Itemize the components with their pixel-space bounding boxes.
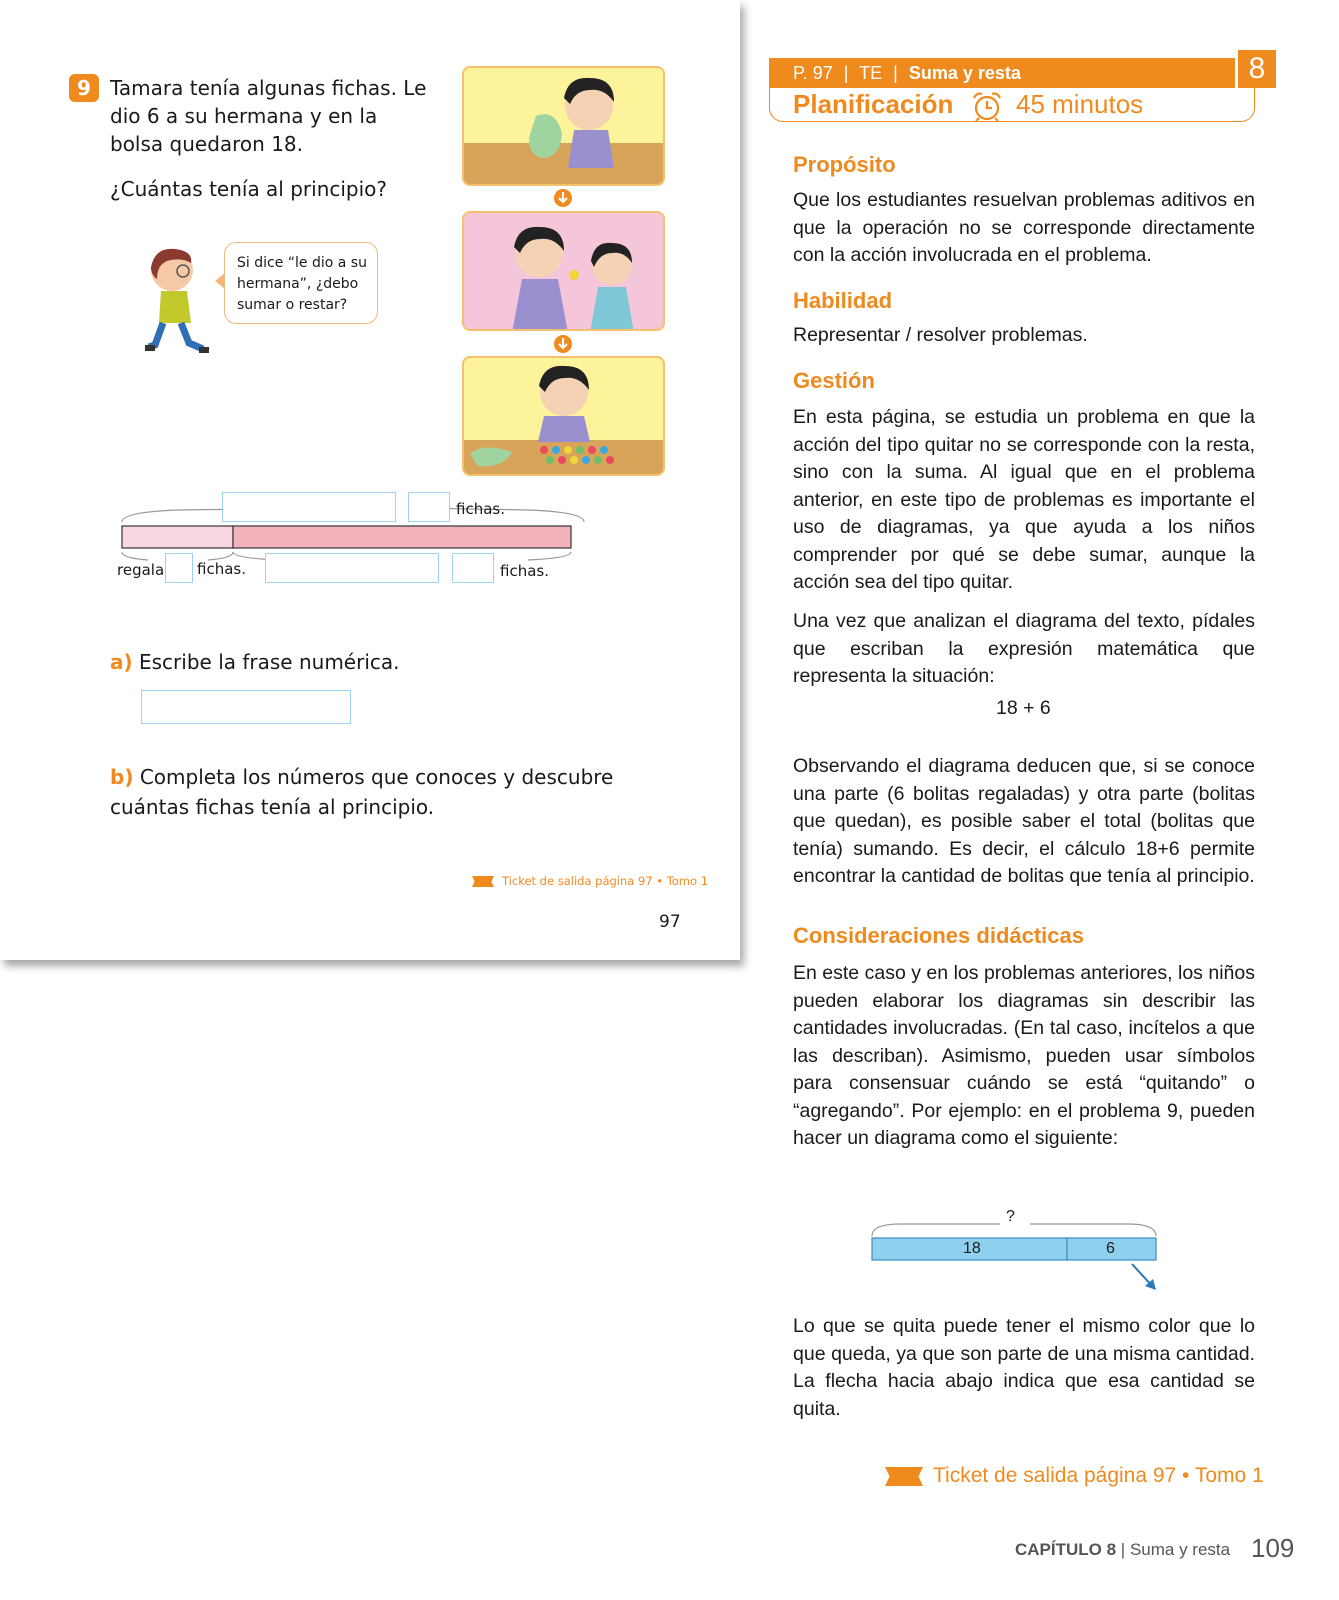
footer-chapter: CAPÍTULO 8 | Suma y resta xyxy=(1015,1540,1231,1559)
ticket-icon xyxy=(472,876,494,887)
ticket-link-small[interactable] xyxy=(472,874,708,888)
story-panel-3 xyxy=(462,356,665,476)
header-bar: P. 97 | TE | Suma y resta xyxy=(769,58,1235,88)
planning-time: 45 minutos xyxy=(1016,89,1144,119)
sub-question-a-text: Escribe la frase numérica. xyxy=(139,650,400,674)
header-te: TE xyxy=(859,63,883,83)
sub-question-b-text: Completa los números que conoces y descubre cuántas fichas tenía al principio. xyxy=(110,765,614,819)
bar-part2-label: 6 xyxy=(1106,1240,1115,1257)
sub-question-a xyxy=(110,650,400,674)
diagram-gift-label: regala xyxy=(117,561,165,579)
diagram-remaining-suffix: fichas. xyxy=(500,562,549,580)
story-panel-1 xyxy=(462,66,665,186)
student-page xyxy=(0,0,740,960)
section-title-proposito: Propósito xyxy=(793,152,896,177)
bar-total-label: ? xyxy=(1006,1208,1015,1225)
speech-bubble xyxy=(224,242,378,324)
footer-page-number: 109 xyxy=(1251,1533,1295,1563)
section-text-gestion-3: Observando el diagrama deducen que, si se conoce una parte (6 bolitas regaladas) y otra parte (bolitas que quedan), es posible saber el total (bolitas que tenía) sumando. Es decir, el cálculo 18+6 permite encontrar la cantidad de bolitas que tenía al principio. xyxy=(793,755,1255,887)
chapter-number-badge: 8 xyxy=(1238,50,1276,88)
problem-question: ¿Cuántas tenía al principio? xyxy=(110,177,388,201)
formula: 18 + 6 xyxy=(996,697,1051,719)
answer-box-remaining[interactable] xyxy=(265,553,439,583)
teacher-bar-diagram xyxy=(870,1206,1170,1296)
answer-box-given[interactable] xyxy=(165,553,193,583)
boy-illustration xyxy=(145,245,215,365)
ticket-icon xyxy=(885,1467,923,1486)
section-title-gestion: Gestión xyxy=(793,368,875,393)
ticket-link-large[interactable] xyxy=(885,1464,1264,1488)
speech-bubble-text: Si dice “le dio a su hermana”, ¿debo sumar o restar? xyxy=(237,255,367,313)
arrow-down-icon xyxy=(553,188,573,208)
footer-chapter-label: CAPÍTULO 8 xyxy=(1015,1540,1117,1559)
diagram-top-label: fichas. xyxy=(456,500,505,518)
section-title-consideraciones: Consideraciones didácticas xyxy=(793,923,1084,948)
ticket-text-large: Ticket de salida página 97 • Tomo 1 xyxy=(933,1464,1264,1487)
answer-box-remaining-number[interactable] xyxy=(452,553,494,583)
sub-question-b-letter: b) xyxy=(110,765,134,789)
bar-part1-label: 18 xyxy=(963,1240,981,1257)
answer-box-total-number[interactable] xyxy=(408,492,450,522)
problem-number: 9 xyxy=(69,74,99,102)
story-panel-2 xyxy=(462,211,665,331)
arrow-down-icon xyxy=(553,334,573,354)
sub-question-b xyxy=(110,762,670,822)
section-text-habilidad: Representar / resolver problemas. xyxy=(793,324,1088,346)
problem-text: Tamara tenía algunas fichas. Le dio 6 a su hermana y en la bolsa quedaron 18. xyxy=(110,76,427,156)
alarm-clock-icon xyxy=(970,90,1004,122)
student-page-number: 97 xyxy=(659,912,681,932)
section-title-habilidad: Habilidad xyxy=(793,288,893,313)
footer-topic: Suma y resta xyxy=(1129,1540,1231,1559)
section-text-consideraciones-1: En este caso y en los problemas anteriores, los niños pueden elaborar los diagramas sin describir las cantidades involucradas. (En tal caso, incítelos a que las describan). Asimismo, pueden usar símbolos para consensuar cuándo se está “quitando” o “agregando”. Por ejemplo: en el problema 9, pueden hacer un diagrama como el siguiente: xyxy=(793,962,1255,1149)
ticket-text-small: Ticket de salida página 97 • Tomo 1 xyxy=(502,874,709,888)
section-text-proposito: Que los estudiantes resuelvan problemas aditivos en que la operación no se corresponde directamente con la acción involucrada en el problema. xyxy=(793,189,1255,266)
number-sentence-box[interactable] xyxy=(141,690,351,724)
sub-question-a-letter: a) xyxy=(110,650,133,674)
diagram-gift-suffix: fichas. xyxy=(197,560,246,578)
section-text-consideraciones-2: Lo que se quita puede tener el mismo color que lo que queda, ya que son parte de una misma cantidad. La flecha hacia abajo indica que esa cantidad se quita. xyxy=(793,1315,1255,1420)
section-text-gestion-1: En esta página, se estudia un problema en que la acción del tipo quitar no se corresponde con la resta, sino con la suma. Al igual que en el problema anterior, en este tipo de problemas es importante el uso de diagramas, ya que ayuda a los niños comprender por qué se debe sumar, aunque la acción sea del tipo quitar. xyxy=(793,406,1255,593)
header-page-ref: P. 97 xyxy=(793,63,833,83)
answer-box-total[interactable] xyxy=(222,492,396,522)
planning-title: Planificación xyxy=(793,89,954,119)
header-topic: Suma y resta xyxy=(908,63,1021,83)
section-text-gestion-2: Una vez que analizan el diagrama del texto, pídales que escriban la expresión matemática que representa la situación: xyxy=(793,610,1255,687)
